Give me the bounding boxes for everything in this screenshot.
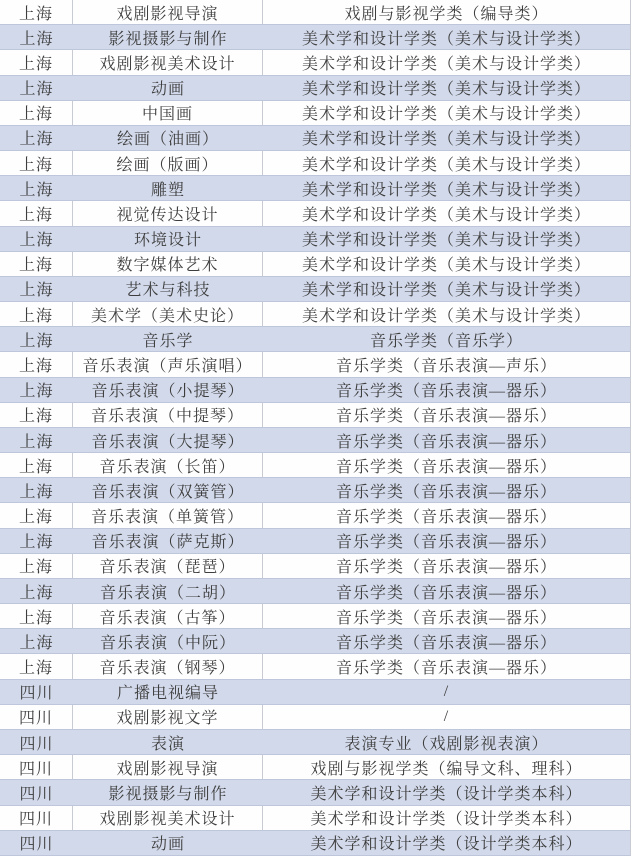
category-cell: 美术学和设计学类（美术与设计学类） [301, 232, 591, 250]
category-cell: 美术学和设计学类（美术与设计学类） [301, 55, 591, 73]
table-row [0, 503, 630, 528]
table-row [0, 0, 630, 25]
major-cell: 表演 [150, 735, 185, 753]
province-cell: 上海 [19, 332, 54, 350]
table-row [0, 579, 630, 604]
major-cell: 雕塑 [150, 181, 185, 199]
category-cell: 音乐学类（音乐表演—器乐） [335, 609, 557, 627]
category-cell: 音乐学类（音乐表演—器乐） [335, 660, 557, 678]
table-row [0, 378, 630, 403]
table-row [0, 352, 630, 377]
category-cell: 美术学和设计学类（美术与设计学类） [301, 30, 591, 48]
major-cell: 戏剧影视美术设计 [73, 50, 263, 74]
province-cell: 上海 [19, 131, 54, 149]
category-cell: 音乐学类（音乐表演—声乐） [335, 357, 557, 375]
table-row [0, 654, 630, 679]
table-row [0, 126, 630, 151]
province-cell: 上海 [19, 232, 54, 250]
table-row [0, 806, 630, 831]
table-row [0, 554, 630, 579]
major-cell: 音乐表演（中提琴） [73, 403, 263, 427]
province-cell: 上海 [19, 584, 54, 602]
table-row [0, 831, 630, 856]
major-cell: 音乐表演（萨克斯） [91, 534, 245, 552]
major-cell: 动画 [150, 81, 185, 99]
table-row [0, 227, 630, 252]
province-cell: 上海 [0, 403, 73, 427]
province-cell: 上海 [0, 151, 73, 175]
province-cell: 上海 [0, 453, 73, 477]
table-row [0, 428, 630, 453]
major-cell: 中国画 [73, 101, 263, 125]
category-cell: / [443, 707, 450, 725]
table-row [0, 302, 630, 327]
major-cell: 戏剧影视导演 [73, 0, 263, 24]
province-cell: 上海 [0, 252, 73, 276]
province-cell: 上海 [0, 50, 73, 74]
table-row [0, 780, 630, 805]
table-row [0, 478, 630, 503]
table-row [0, 629, 630, 654]
major-cell: 音乐表演（双簧管） [91, 483, 245, 501]
province-cell: 上海 [19, 282, 54, 300]
province-cell: 四川 [0, 806, 73, 830]
category-cell: 美术学和设计学类（设计学类本科） [310, 836, 583, 854]
table-row [0, 529, 630, 554]
major-cell: 音乐表演（琵琶） [73, 554, 263, 578]
table-row [0, 604, 630, 629]
table-row [0, 277, 630, 302]
table-row [0, 25, 630, 50]
category-cell: 音乐学类（音乐表演—器乐） [335, 534, 557, 552]
table-row [0, 201, 630, 226]
major-cell: 艺术与科技 [125, 282, 211, 300]
major-cell: 音乐表演（二胡） [99, 584, 236, 602]
major-cell: 音乐表演（单簧管） [73, 503, 263, 527]
province-cell: 上海 [0, 604, 73, 628]
province-cell: 上海 [19, 433, 54, 451]
province-cell: 四川 [0, 755, 73, 779]
table-row [0, 453, 630, 478]
province-cell: 四川 [0, 705, 73, 729]
category-cell: 音乐学类（音乐表演—器乐） [335, 383, 557, 401]
province-cell: 上海 [0, 503, 73, 527]
table-row [0, 101, 630, 126]
major-cell: 戏剧影视导演 [73, 755, 263, 779]
major-cell: 美术学（美术史论） [73, 302, 263, 326]
major-cell: 广播电视编导 [116, 685, 219, 703]
category-cell: 美术学和设计学类（设计学类本科） [310, 811, 583, 829]
category-cell: 美术学和设计学类（美术与设计学类） [301, 106, 591, 124]
category-cell: 美术学和设计学类（设计学类本科） [310, 785, 583, 803]
table-row [0, 705, 630, 730]
province-cell: 上海 [19, 81, 54, 99]
province-cell: 四川 [19, 685, 54, 703]
category-cell: 美术学和设计学类（美术与设计学类） [301, 206, 591, 224]
province-cell: 上海 [19, 483, 54, 501]
major-cell: 动画 [150, 836, 185, 854]
province-cell: 上海 [0, 352, 73, 376]
major-cell: 视觉传达设计 [73, 201, 263, 225]
province-cell: 上海 [19, 534, 54, 552]
table-row [0, 50, 630, 75]
province-cell: 上海 [0, 654, 73, 678]
major-cell: 音乐表演（大提琴） [91, 433, 245, 451]
table-row [0, 403, 630, 428]
province-cell: 上海 [19, 383, 54, 401]
province-cell: 上海 [0, 554, 73, 578]
category-cell: 音乐学类（音乐表演—器乐） [335, 408, 557, 426]
category-cell: / [443, 682, 450, 700]
province-cell: 上海 [19, 634, 54, 652]
province-cell: 上海 [0, 0, 73, 24]
category-cell: 音乐学类（音乐表演—器乐） [335, 509, 557, 527]
table-row [0, 176, 630, 201]
table-row [0, 680, 630, 705]
major-cell: 环境设计 [133, 232, 202, 250]
category-cell: 戏剧与影视学类（编导文科、理科） [310, 760, 583, 778]
category-cell: 美术学和设计学类（美术与设计学类） [301, 282, 591, 300]
province-cell: 上海 [0, 201, 73, 225]
table-row [0, 252, 630, 277]
category-cell: 表演专业（戏剧影视表演） [344, 735, 549, 753]
category-cell: 音乐学类（音乐表演—器乐） [335, 433, 557, 451]
major-cell: 戏剧影视美术设计 [73, 806, 263, 830]
province-cell: 上海 [0, 302, 73, 326]
major-cell: 音乐表演（长笛） [73, 453, 263, 477]
major-cell: 音乐学 [142, 332, 194, 350]
category-cell: 美术学和设计学类（美术与设计学类） [301, 181, 591, 199]
category-cell: 音乐学类（音乐表演—器乐） [335, 584, 557, 602]
major-cell: 音乐表演（中阮） [99, 634, 236, 652]
province-cell: 上海 [19, 181, 54, 199]
major-cell: 音乐表演（小提琴） [91, 383, 245, 401]
category-cell: 美术学和设计学类（美术与设计学类） [301, 81, 591, 99]
major-cell: 影视摄影与制作 [108, 30, 228, 48]
major-cell: 音乐表演（钢琴） [73, 654, 263, 678]
category-cell: 音乐学类（音乐表演—器乐） [335, 559, 557, 577]
province-cell: 上海 [19, 30, 54, 48]
major-cell: 音乐表演（声乐演唱） [73, 352, 263, 376]
table-row [0, 730, 630, 755]
category-cell: 音乐学类（音乐表演—器乐） [335, 634, 557, 652]
category-cell: 美术学和设计学类（美术与设计学类） [301, 257, 591, 275]
major-cell: 绘画（版画） [73, 151, 263, 175]
major-cell: 数字媒体艺术 [73, 252, 263, 276]
category-cell: 音乐学类（音乐学） [369, 332, 523, 350]
category-cell: 音乐学类（音乐表演—器乐） [335, 483, 557, 501]
category-cell: 美术学和设计学类（美术与设计学类） [301, 131, 591, 149]
category-cell: 戏剧与影视学类（编导类） [344, 5, 549, 23]
province-cell: 上海 [0, 101, 73, 125]
table-row [0, 755, 630, 780]
table-row [0, 151, 630, 176]
province-cell: 四川 [19, 836, 54, 854]
major-cell: 戏剧影视文学 [73, 705, 263, 729]
province-cell: 四川 [19, 735, 54, 753]
category-cell: 音乐学类（音乐表演—器乐） [335, 458, 557, 476]
category-cell: 美术学和设计学类（美术与设计学类） [301, 307, 591, 325]
table-row [0, 327, 630, 352]
major-cell: 影视摄影与制作 [108, 785, 228, 803]
major-cell: 绘画（油画） [116, 131, 219, 149]
major-cell: 音乐表演（古筝） [73, 604, 263, 628]
province-cell: 四川 [19, 785, 54, 803]
category-cell: 美术学和设计学类（美术与设计学类） [301, 156, 591, 174]
table-row [0, 76, 630, 101]
